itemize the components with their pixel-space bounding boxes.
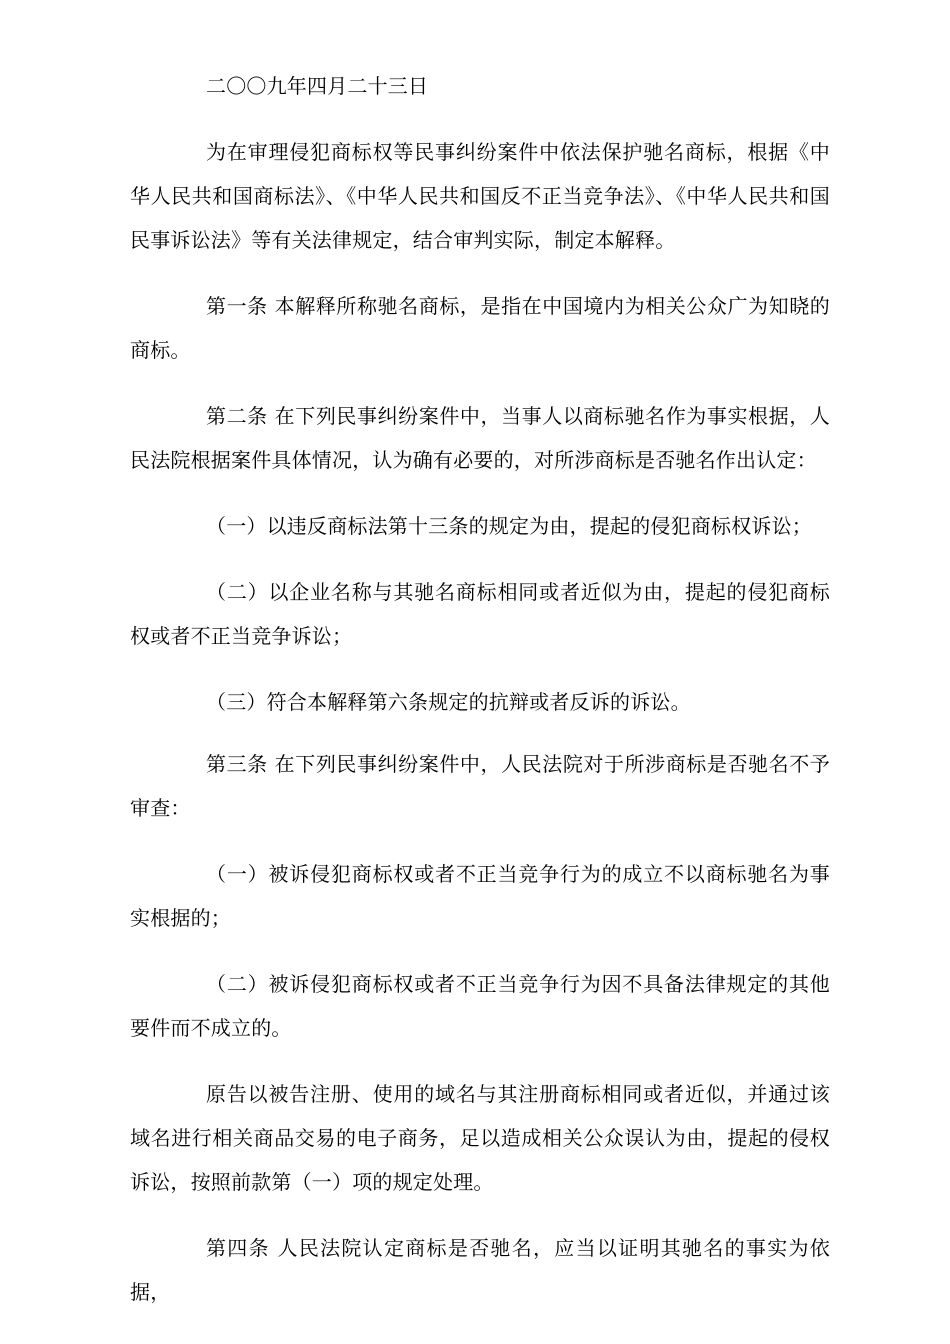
article-2-item-1: （一）以违反商标法第十三条的规定为由，提起的侵犯商标权诉讼；	[206, 514, 812, 538]
article-3-item-1: （一）被诉侵犯商标权或者不正当竞争行为的成立不以商标驰名为事实根据的；	[130, 862, 830, 930]
article-2-paragraph: 第二条 在下列民事纠纷案件中，当事人以商标驰名作为事实根据，人民法院根据案件具体情况，认为确有必要的，对所涉商标是否驰名作出认定：	[130, 404, 830, 472]
article-3-item-2: （二）被诉侵犯商标权或者不正当竞争行为因不具备法律规定的其他要件而不成立的。	[130, 972, 830, 1040]
article-2-item-2: （二）以企业名称与其驰名商标相同或者近似为由，提起的侵犯商标权或者不正当竞争诉讼；	[130, 580, 830, 648]
article-2-item-3: （三）符合本解释第六条规定的抗辩或者反诉的诉讼。	[206, 690, 691, 714]
article-4-paragraph: 第四条 人民法院认定商标是否驰名，应当以证明其驰名的事实为依据，	[130, 1236, 830, 1304]
article-3-paragraph: 第三条 在下列民事纠纷案件中，人民法院对于所涉商标是否驰名不予审查：	[130, 752, 830, 820]
article-1-paragraph: 第一条 本解释所称驰名商标，是指在中国境内为相关公众广为知晓的商标。	[130, 294, 830, 362]
article-3-domain-paragraph: 原告以被告注册、使用的域名与其注册商标相同或者近似，并通过该域名进行相关商品交易的电子商务，足以造成相关公众误认为由，提起的侵权诉讼，按照前款第（一）项的规定处理。	[130, 1082, 830, 1194]
document-date: 二〇〇九年四月二十三日	[206, 74, 429, 98]
preamble-paragraph: 为在审理侵犯商标权等民事纠纷案件中依法保护驰名商标，根据《中华人民共和国商标法》、《中华人民共和国反不正当竞争法》、《中华人民共和国民事诉讼法》等有关法律规定，结合审判实际，制定本解释。	[130, 140, 830, 252]
